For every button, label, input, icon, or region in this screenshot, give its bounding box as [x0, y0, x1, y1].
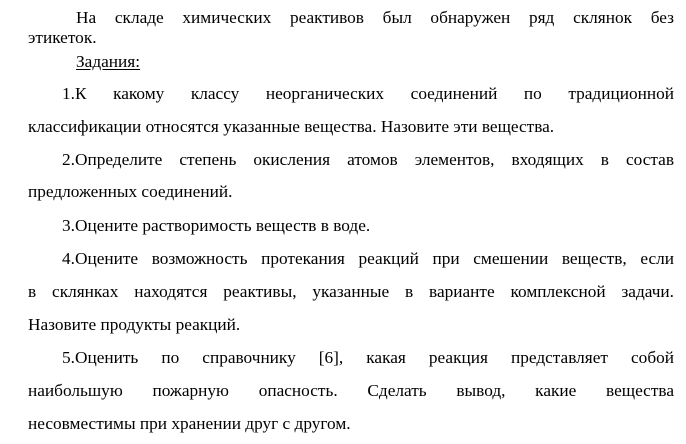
intro-line-1: На складе химических реактивов был обнаружен ряд склянок без	[76, 8, 674, 27]
task-1-line-1: 1.К какому классу неорганических соединений по традиционной	[62, 84, 674, 103]
task-4-line-3: Назовите продукты реакций.	[28, 315, 241, 334]
task-2-line-2: предложенных соединений.	[28, 182, 233, 201]
task-1-line-2: классификации относятся указанные вещества. Назовите эти вещества.	[28, 117, 555, 136]
task-5-line-2: наибольшую пожарную опасность. Сделать вывод, какие вещества	[28, 381, 674, 400]
task-4-line-1: 4.Оцените возможность протекания реакций при смешении веществ, если	[62, 249, 674, 268]
task-3-line-1: 3.Оцените растворимость веществ в воде.	[62, 216, 371, 235]
task-2-line-1: 2.Определите степень окисления атомов элементов, входящих в состав	[62, 150, 674, 169]
tasks-heading: Задания:	[76, 52, 141, 71]
task-4-line-2: в склянках находятся реактивы, указанные в варианте комплексной задачи.	[28, 282, 674, 301]
task-5-line-1: 5.Оценить по справочнику [6], какая реакция представляет собой	[62, 348, 674, 367]
intro-line-2: этикеток.	[28, 28, 97, 47]
task-5-line-3: несовместимы при хранении друг с другом.	[28, 414, 351, 433]
